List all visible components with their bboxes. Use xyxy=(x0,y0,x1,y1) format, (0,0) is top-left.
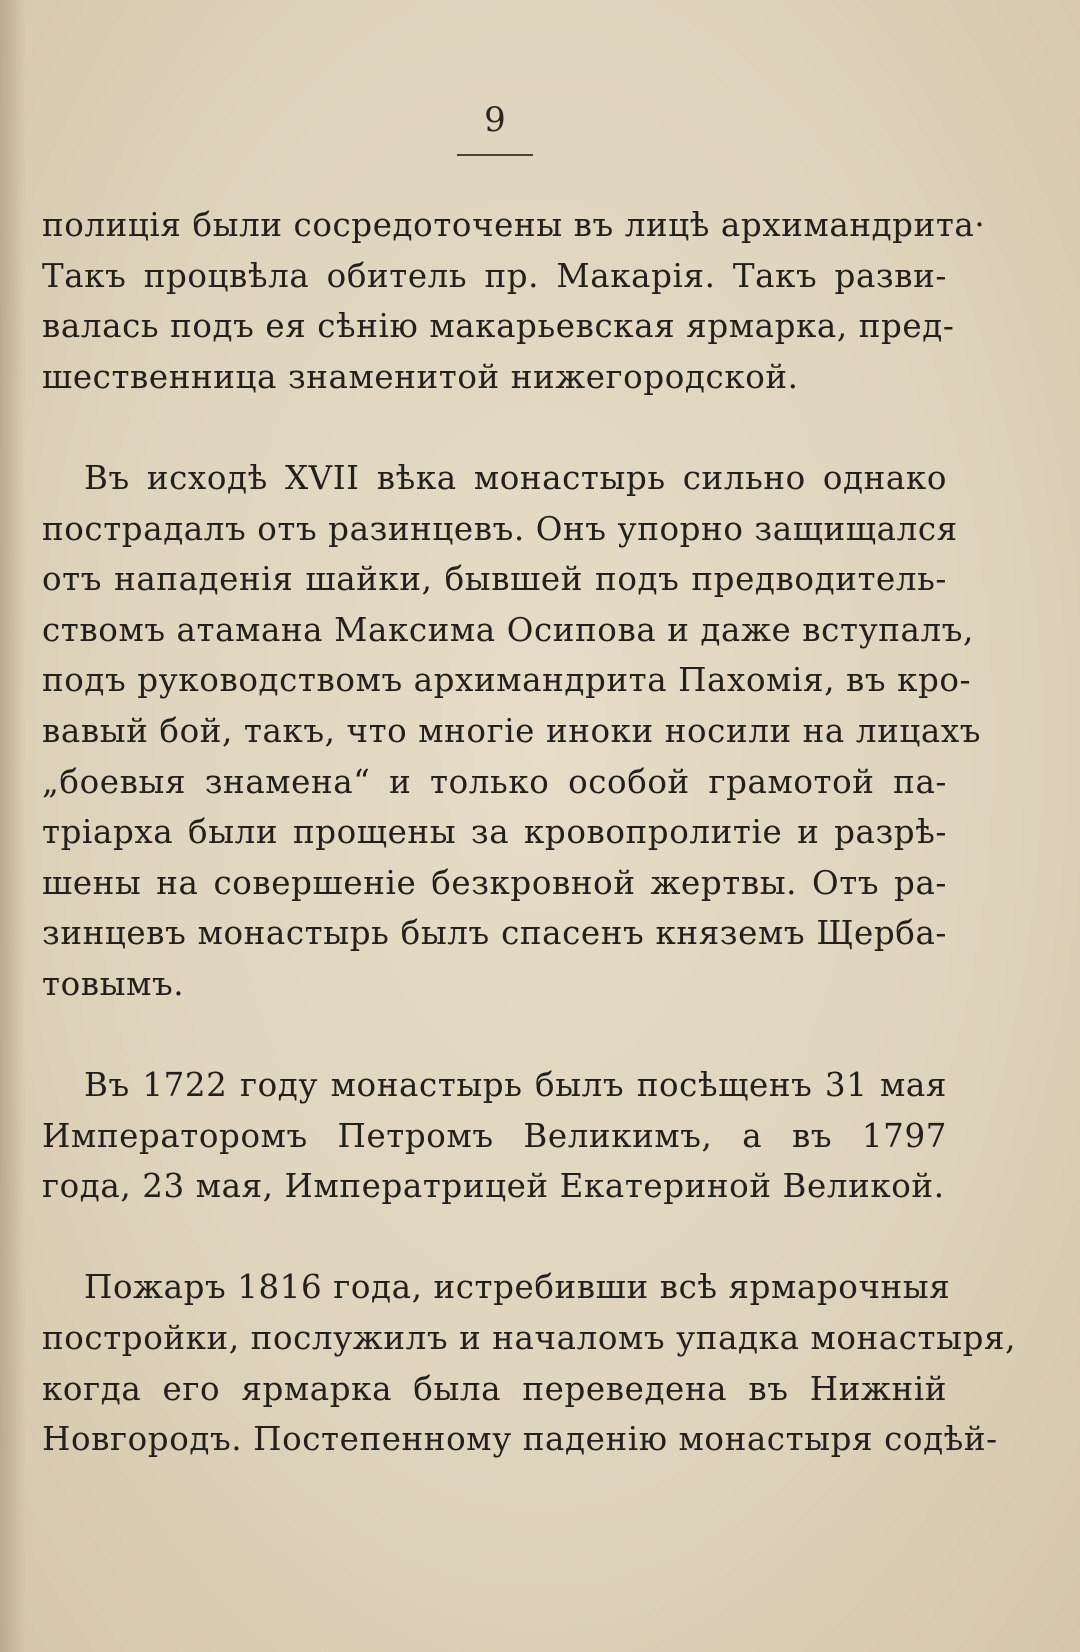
page-number: 9 xyxy=(484,100,506,140)
text-line: Такъ процвѣла обитель пр. Макарія. Такъ разви- xyxy=(42,256,947,295)
body-text xyxy=(42,200,1017,1515)
text-line: товымъ. xyxy=(42,964,185,1003)
page-number-rule xyxy=(457,154,533,156)
text-line: шественница знаменитой нижегородской. xyxy=(42,357,799,396)
paragraph-3 xyxy=(42,1060,947,1212)
text-line: года, 23 мая, Императрицей Екатериной Великой. xyxy=(42,1167,945,1206)
text-line: Новгородъ. Постепенному паденію монастыря содѣй- xyxy=(42,1420,998,1459)
text-line: Императоромъ Петромъ Великимъ, а въ 1797 xyxy=(42,1116,947,1155)
text-line: полиція были сосредоточены въ лицѣ архимандрита· xyxy=(42,206,986,244)
text-line: постройки, послужилъ и началомъ упадка монастыря, xyxy=(42,1319,1017,1358)
text-line: Пожаръ 1816 года, истребивши всѣ ярмарочныя xyxy=(84,1268,951,1307)
text-line: пострадалъ отъ разинцевъ. Онъ упорно защищался xyxy=(42,509,958,548)
text-line: подъ руководствомъ архимандрита Пахомія, въ кро- xyxy=(42,661,972,700)
paragraph-4 xyxy=(42,1262,1017,1464)
text-line: когда его ярмарка была переведена въ Нижній xyxy=(42,1369,947,1408)
text-line: Въ исходѣ XVII вѣка монастырь сильно однако xyxy=(84,458,947,497)
text-line: валась подъ ея сѣнію макарьевская ярмарка, пред- xyxy=(42,307,955,346)
text-line: отъ нападенія шайки, бывшей подъ предводитель- xyxy=(42,560,947,599)
text-line: „боевыя знамена“ и только особой грамотой па- xyxy=(42,762,947,801)
text-line: зинцевъ монастырь былъ спасенъ княземъ Щерба- xyxy=(42,914,947,953)
paragraph-2 xyxy=(42,453,982,1010)
text-line: ствомъ атамана Максима Осипова и даже вступалъ, xyxy=(42,610,974,649)
text-line: шены на совершеніе безкровной жертвы. Отъ ра- xyxy=(42,863,947,902)
paragraph-1 xyxy=(42,200,986,402)
text-line: вавый бой, такъ, что многіе иноки носили на лицахъ xyxy=(42,711,982,750)
text-line: тріарха были прощены за кровопролитіе и разрѣ- xyxy=(42,813,947,852)
text-line: Въ 1722 году монастырь былъ посѣщенъ 31 мая xyxy=(84,1066,947,1105)
